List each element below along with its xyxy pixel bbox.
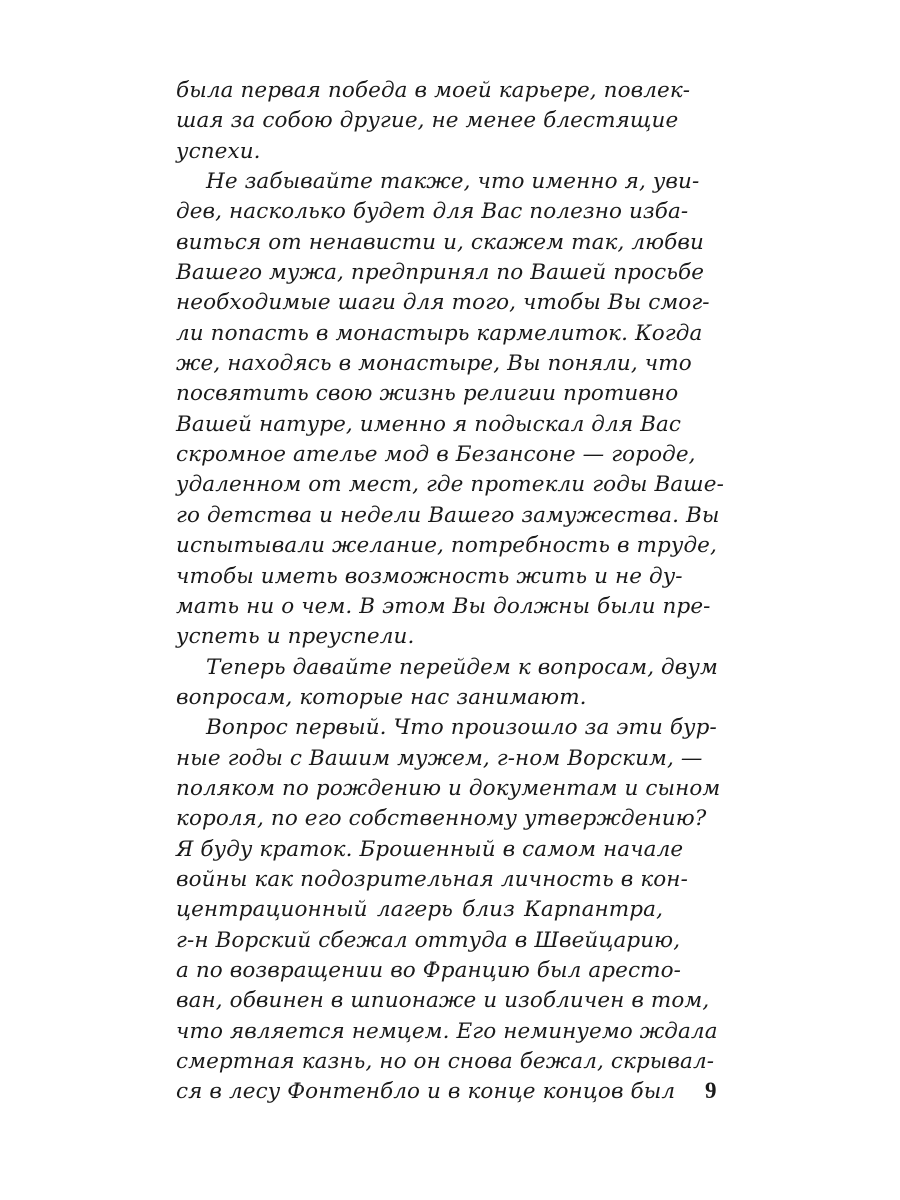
text-line: чтобы иметь возможность жить и не ду- [176,563,683,589]
text-line: ся в лесу Фонтенбло и в конце концов был [176,1079,676,1105]
text-line: Не забывайте также, что именно я, уви- [206,169,700,195]
text-line: необходимые шаги для того, чтобы Вы смог- [176,290,710,316]
paragraph [176,76,691,167]
text-line: успеть и преуспели. [176,624,415,650]
text-line: скромное ателье мод в Безансоне — городе, [176,442,696,468]
text-line: центрационный лагерь близ Карпантра, [176,897,663,923]
text-line: Теперь давайте перейдем к вопросам, двум [206,654,718,680]
text-line: Я буду краток. Брошенный в самом начале [176,836,684,862]
text-line: вопросам, которые нас занимают. [176,684,587,710]
page-number: 9 [705,1078,717,1103]
text-line: шая за собою другие, не менее блестящие [176,108,679,134]
text-line: же, находясь в монастыре, Вы поняли, что [176,351,692,377]
text-line: г-н Ворский сбежал оттуда в Швейцарию, [176,927,681,953]
paragraph [176,713,721,1107]
text-line: что является немцем. Его неминуемо ждала [176,1018,718,1044]
text-line: смертная казнь, но он снова бежал, скрывал- [176,1049,715,1074]
paragraph [176,167,724,653]
text-line: ные годы с Вашим мужем, г-ном Ворским, — [176,745,703,771]
text-line: Вашей натуре, именно я подыскал для Вас [176,411,682,437]
text-line: ван, обвинен в шпионаже и изобличен в том, [176,988,710,1014]
paragraph [176,653,718,714]
text-line: ли попасть в монастырь кармелиток. Когда [176,320,703,346]
text-line: виться от ненависти и, скажем так, любви [176,229,704,255]
text-line: успехи. [176,138,261,164]
text-line: Вопрос первый. Что произошло за эти бур- [206,715,717,741]
text-line: посвятить свою жизнь религии противно [176,381,679,407]
text-line: испытывали желание, потребность в труде, [176,533,717,559]
text-line: короля, по его собственному утверждению? [176,806,707,832]
text-line: удаленном от мест, где протекли годы Ваше- [176,472,724,498]
text-line: а по возвращении во Францию был аресто- [176,957,681,983]
text-line: была первая победа в моей карьере, повлек- [176,78,691,103]
body-text [176,76,724,1108]
text-line: Вашего мужа, предпринял по Вашей просьбе [176,260,705,286]
text-line: поляком по рождению и документам и сыном [176,775,721,801]
text-line: дев, насколько будет для Вас полезно изба- [176,199,689,225]
text-line: го детства и недели Вашего замужества. Вы [176,502,720,528]
text-line: мать ни о чем. В этом Вы должны были пре- [176,593,711,619]
text-line: войны как подозрительная личность в кон- [176,866,688,892]
